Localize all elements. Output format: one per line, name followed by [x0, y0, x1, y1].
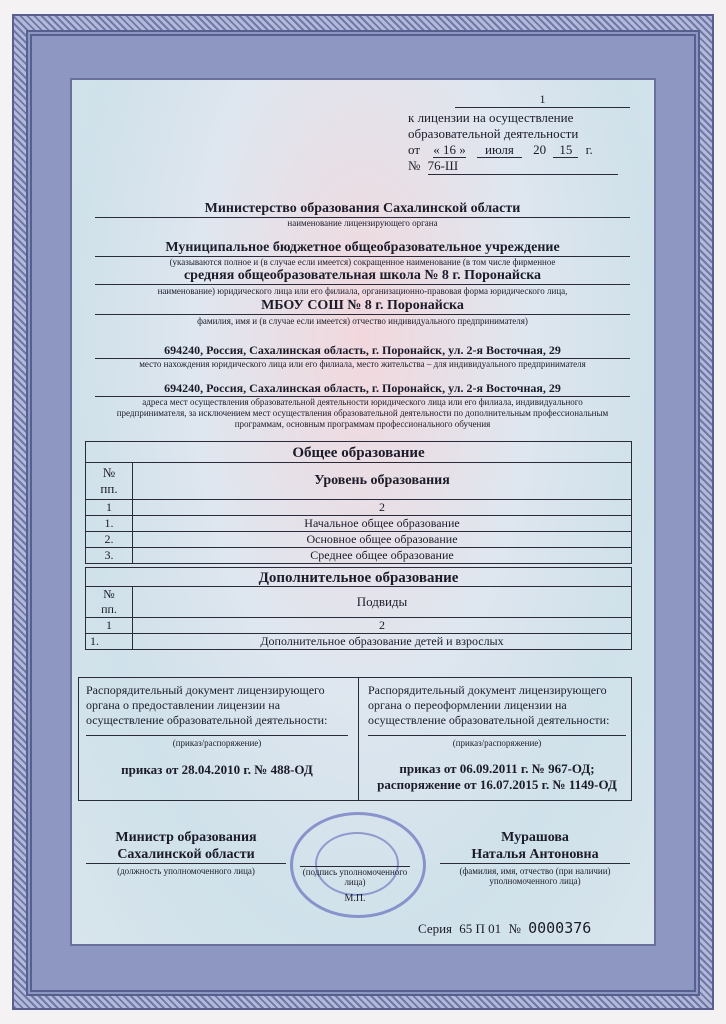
ministry-name: Министерство образования Сахалинской области	[95, 201, 630, 218]
reissue-order-caption: (приказ/распоряжение)	[368, 735, 626, 748]
address-caption: место нахождения юридического лица или его филиала, место жительства – для индивидуального предпринимателя	[139, 359, 586, 369]
table-row: 2. Основное общее образование	[86, 532, 632, 548]
col-subtype-header: Подвиды	[133, 587, 632, 618]
issue-order: приказ от 28.04.2010 г. № 488-ОД	[121, 762, 313, 777]
name-caption: (фамилия, имя, отчество (при наличии) уполномоченного лица)	[459, 866, 611, 886]
activity-caption-2: предпринимателя, за исключением мест осуществления образовательной деятельности по дополнительным профессиональным	[116, 408, 609, 418]
org-address: 694240, Россия, Сахалинская область, г. Поронайск, ул. 2-я Восточная, 29	[95, 343, 630, 359]
form-series: Серия 65 П 01 № 0000376	[418, 919, 592, 937]
reissue-order-text: Распорядительный документ лицензирующего органа о переоформлении лицензии на осуществление образовательной деятельности:	[368, 683, 610, 727]
header-line-1: к лицензии на осуществление	[408, 110, 574, 125]
date-month: июля	[477, 142, 522, 158]
org-short-name: МБОУ СОШ № 8 г. Поронайска	[95, 298, 630, 315]
issue-order-caption: (приказ/распоряжение)	[86, 735, 348, 748]
activity-caption-3: программам, основным программам профессионального обучения	[234, 419, 491, 429]
col-num-2: 2	[133, 500, 632, 516]
activity-address: 694240, Россия, Сахалинская область, г. Поронайск, ул. 2-я Восточная, 29	[95, 381, 630, 397]
org-caption-3: фамилия, имя и (в случае если имеется) отчество индивидуального предпринимателя)	[197, 316, 528, 326]
col-num-2: 2	[133, 618, 632, 634]
appendix-number: 1	[455, 92, 630, 108]
position-caption: (должность уполномоченного лица)	[117, 866, 255, 876]
col-num-1: 1	[86, 500, 133, 516]
form-number: 0000376	[528, 919, 592, 937]
signer-position: Министр образования Сахалинской области	[86, 829, 286, 864]
year-prefix: 20	[533, 142, 547, 157]
date-day: « 16 »	[433, 142, 466, 157]
order-divider	[358, 677, 359, 801]
org-full-name: Муниципальное бюджетное общеобразовательное учреждение	[95, 240, 630, 257]
stamp-place: М.П.	[344, 893, 366, 904]
col-no-header: № пп.	[86, 463, 133, 500]
header-line-2: образовательной деятельности	[408, 126, 579, 141]
additional-education-table	[85, 586, 632, 650]
activity-caption-1: адреса мест осуществления образовательной деятельности юридического лица или его филиала, индивидуального	[142, 397, 583, 407]
col-no-header: № пп.	[86, 587, 133, 618]
license-number	[408, 158, 630, 175]
table-row: 1. Начальное общее образование	[86, 516, 632, 532]
signer-name: Мурашова Наталья Антоновна	[440, 829, 630, 864]
signature-caption: (подпись уполномоченного лица)	[300, 866, 410, 887]
table-row: 1. Дополнительное образование детей и взрослых	[86, 634, 632, 650]
general-education-title: Общее образование	[85, 441, 632, 463]
org-caption-1: (указываются полное и (в случае если имеется) сокращенное наименование (в том числе фирменное	[169, 257, 556, 267]
general-education-table	[85, 462, 632, 564]
number-label: №	[408, 158, 421, 173]
license-number-value: 76-Ш	[428, 158, 618, 175]
reissue-orders: приказ от 06.09.2011 г. № 967-ОД; распоряжение от 16.07.2015 г. № 1149-ОД	[377, 761, 617, 792]
col-level-header: Уровень образования	[133, 463, 632, 500]
col-num-1: 1	[86, 618, 133, 634]
ministry-caption: наименование лицензирующего органа	[287, 218, 438, 228]
date-prefix: от	[408, 142, 421, 157]
table-row: 3. Среднее общее образование	[86, 548, 632, 564]
additional-education-title: Дополнительное образование	[85, 567, 632, 587]
date-year: 15	[553, 142, 578, 158]
org-name-2: средняя общеобразовательная школа № 8 г. Поронайска	[95, 268, 630, 285]
year-suffix: г.	[585, 142, 593, 157]
issue-order-text: Распорядительный документ лицензирующего органа о предоставлении лицензии на осуществление образовательной деятельности:	[86, 683, 328, 727]
org-caption-2: наименование) юридического лица или его филиала, организационно-правовая форма юридического лица,	[157, 286, 568, 296]
license-date	[408, 142, 638, 158]
